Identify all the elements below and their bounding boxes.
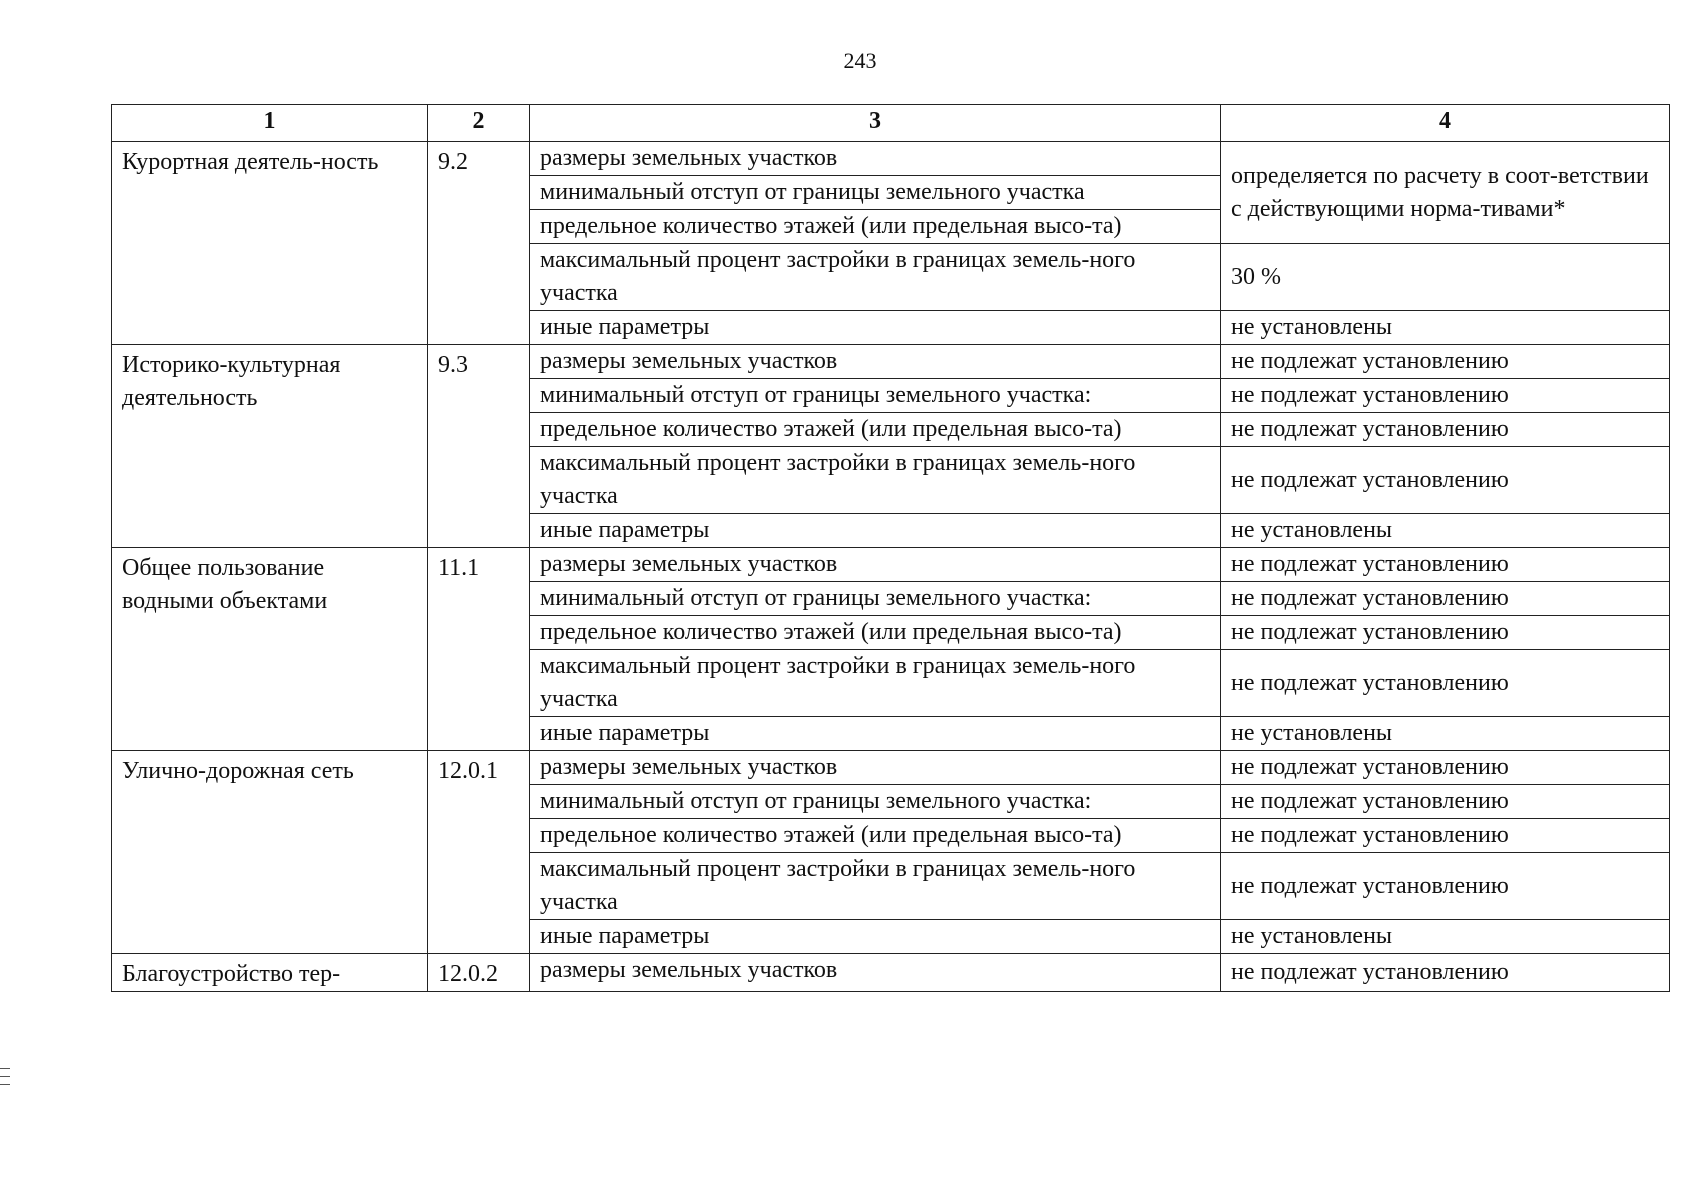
value-cell: не установлены [1221, 920, 1670, 954]
value-cell: не подлежат установлению [1221, 650, 1670, 717]
parameter-cell: предельное количество этажей (или предельная высо-та) [530, 413, 1221, 447]
regulations-table [111, 104, 1670, 992]
parameter-cell: предельное количество этажей (или предельная высо-та) [530, 819, 1221, 853]
value-cell: не подлежат установлению [1221, 819, 1670, 853]
parameter-cell: размеры земельных участков [530, 548, 1221, 582]
value-cell: не подлежат установлению [1221, 582, 1670, 616]
value-cell: не установлены [1221, 514, 1670, 548]
value-cell: не подлежат установлению [1221, 447, 1670, 514]
value-cell: не подлежат установлению [1221, 785, 1670, 819]
value-cell: не установлены [1221, 717, 1670, 751]
parameter-cell: минимальный отступ от границы земельного участка: [530, 379, 1221, 413]
parameter-cell: максимальный процент застройки в границах земель-ного участка [530, 853, 1221, 920]
parameter-cell: размеры земельных участков [530, 142, 1221, 176]
column-header: 1 [112, 105, 428, 142]
table-body [112, 142, 1670, 992]
table-row [112, 548, 1670, 582]
activity-code-cell: 9.3 [428, 345, 530, 548]
value-cell: не подлежат установлению [1221, 853, 1670, 920]
table-row [112, 751, 1670, 785]
activity-code-cell: 12.0.1 [428, 751, 530, 954]
parameter-cell: максимальный процент застройки в границах земель-ного участка [530, 650, 1221, 717]
parameter-cell: предельное количество этажей (или предельная высо-та) [530, 616, 1221, 650]
parameter-cell: максимальный процент застройки в границах земель-ного участка [530, 447, 1221, 514]
value-cell: не подлежат установлению [1221, 345, 1670, 379]
activity-name-cell: Курортная деятель-ность [112, 142, 428, 345]
activity-code-cell: 12.0.2 [428, 954, 530, 992]
value-cell: не подлежат установлению [1221, 413, 1670, 447]
value-cell: не подлежат установлению [1221, 548, 1670, 582]
activity-code-cell: 9.2 [428, 142, 530, 345]
value-cell: не подлежат установлению [1221, 616, 1670, 650]
parameter-cell: предельное количество этажей (или предельная высо-та) [530, 210, 1221, 244]
parameter-cell: минимальный отступ от границы земельного участка: [530, 582, 1221, 616]
table-row [112, 954, 1670, 992]
value-cell: не подлежат установлению [1221, 751, 1670, 785]
parameter-cell: иные параметры [530, 311, 1221, 345]
parameter-cell: иные параметры [530, 717, 1221, 751]
header-row [112, 105, 1670, 142]
parameter-cell: максимальный процент застройки в границах земель-ного участка [530, 244, 1221, 311]
parameter-cell: иные параметры [530, 920, 1221, 954]
table-row [112, 142, 1670, 176]
activity-name-cell: Общее пользование водными объектами [112, 548, 428, 751]
column-header: 2 [428, 105, 530, 142]
value-cell: не установлены [1221, 311, 1670, 345]
parameter-cell: минимальный отступ от границы земельного участка: [530, 785, 1221, 819]
parameter-cell: размеры земельных участков [530, 954, 1221, 992]
margin-marks [0, 1068, 10, 1098]
parameter-cell: размеры земельных участков [530, 751, 1221, 785]
page-number: 243 [843, 48, 877, 73]
value-cell: не подлежат установлению [1221, 954, 1670, 992]
parameter-cell: минимальный отступ от границы земельного участка [530, 176, 1221, 210]
value-cell: не подлежат установлению [1221, 379, 1670, 413]
parameter-cell: иные параметры [530, 514, 1221, 548]
activity-name-cell: Улично-дорожная сеть [112, 751, 428, 954]
activity-name-cell: Историко-культурная деятельность [112, 345, 428, 548]
column-header: 4 [1221, 105, 1670, 142]
activity-name-cell: Благоустройство тер- [112, 954, 428, 992]
value-cell: определяется по расчету в соот-ветствии с действующими норма-тивами* [1221, 142, 1670, 244]
column-header: 3 [530, 105, 1221, 142]
table-row [112, 345, 1670, 379]
parameter-cell: размеры земельных участков [530, 345, 1221, 379]
activity-code-cell: 11.1 [428, 548, 530, 751]
value-cell: 30 % [1221, 244, 1670, 311]
